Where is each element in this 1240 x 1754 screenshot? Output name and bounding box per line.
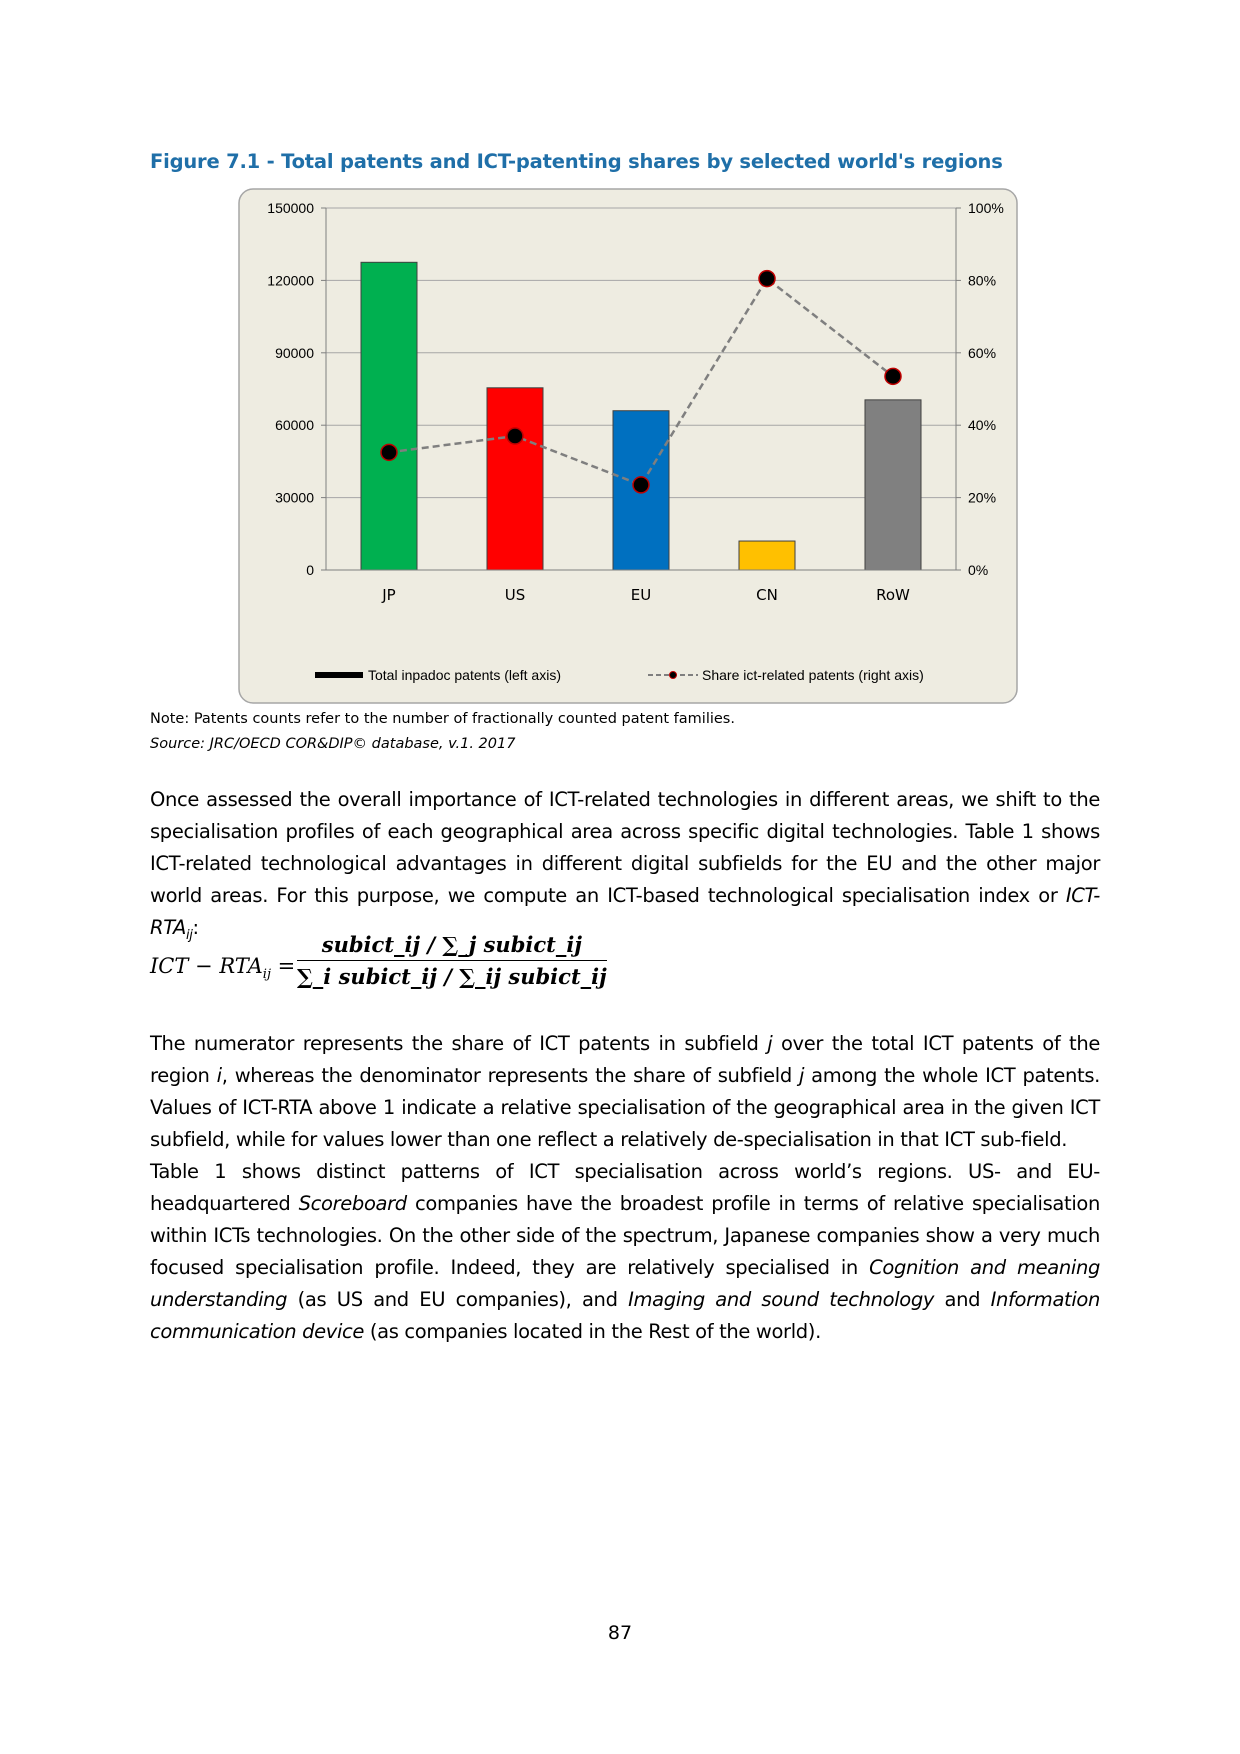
figure-title: Figure 7.1 - Total patents and ICT-patenting shares by selected world's regions	[150, 150, 1003, 173]
ict-share-point-cn	[759, 271, 775, 287]
category-label: EU	[630, 586, 652, 604]
category-label: CN	[756, 586, 778, 604]
left-tick-label: 30000	[275, 489, 314, 506]
ict-share-point-eu	[633, 477, 649, 493]
paragraph-3-text: Table 1 shows distinct patterns of ICT specialisation across world’s regions. US- and EU-headquartered Scoreboard companies have the broadest profile in terms of relative specialisation within ICTs technologies. On the other side of the spectrum, Japanese companies show a very much focused specialisation profile. Indeed, they are relatively specialised in Cognition and meaning understanding (as US and EU companies), and Imaging and sound technology and Information communication device (as companies located in the Rest of the world).	[150, 1160, 1101, 1343]
category-label: RoW	[876, 586, 910, 604]
rta-formula	[150, 932, 650, 1002]
right-tick-label: 60%	[968, 344, 997, 361]
left-tick-label: 60000	[275, 417, 314, 434]
bar-jp	[361, 262, 417, 570]
left-tick-label: 120000	[267, 272, 314, 289]
paragraph-1: Once assessed the overall importance of ICT-related technologies in different areas, we shift to the specialisation profiles of each geographical area across specific digital technologies. Table 1 shows ICT-related technological advantages in different digital subfields for the EU and the other major world areas. For this purpose, we compute an ICT-based technological specialisation index or ICT-$RTA_{ij}$:	[150, 788, 1100, 943]
right-tick-label: 20%	[968, 489, 997, 506]
legend-line-label: Share ict-related patents (right axis)	[702, 667, 924, 683]
fraction-bar	[297, 960, 607, 961]
rta-term: ICT-$RTA_{ij}$	[150, 884, 1100, 943]
formula-lhs: ICT − $RTA_{ij}$ =	[150, 954, 296, 983]
bar-cn	[739, 541, 795, 570]
left-tick-label: 0	[306, 562, 314, 578]
formula-numerator: subict_ij / ∑_j subict_ij	[321, 932, 582, 957]
chart-svg	[238, 188, 1018, 704]
left-tick-label: 90000	[275, 344, 314, 361]
category-label: JP	[382, 586, 396, 604]
right-tick-label: 100%	[968, 200, 1004, 216]
left-tick-label: 150000	[267, 200, 314, 216]
ict-share-point-jp	[381, 444, 397, 460]
figure-note: Note: Patents counts refer to the number of fractionally counted patent families.	[150, 711, 735, 727]
paragraph-2	[150, 1028, 1100, 1348]
legend-bar-swatch	[315, 672, 363, 678]
bar-row	[865, 400, 921, 570]
ict-share-point-row	[885, 368, 901, 384]
figure-source: Source: JRC/OECD COR&DIP© database, v.1. 2017	[150, 736, 516, 752]
formula-fraction	[297, 932, 607, 989]
formula-denominator: ∑_i subict_ij / ∑_ij subict_ij	[297, 964, 607, 989]
paragraph-2-text: The numerator represents the share of ICT patents in subfield j over the total ICT patents of the region i, whereas the denominator represents the share of subfield j among the whole ICT patents. Values of ICT-RTA above 1 indicate a relative specialisation of the geographical area in the given ICT subfield, while for values lower than one reflect a relatively de-specialisation in that ICT sub-field.	[150, 1032, 1100, 1151]
right-tick-label: 80%	[968, 272, 997, 289]
right-tick-label: 40%	[968, 417, 997, 434]
chart-container	[238, 188, 1018, 704]
right-tick-label: 0%	[968, 562, 989, 578]
legend-line-marker	[670, 672, 677, 679]
bar-us	[487, 388, 543, 570]
legend-bar-label: Total inpadoc patents (left axis)	[368, 667, 561, 683]
page-number: 87	[607, 1622, 633, 1644]
category-label: US	[504, 586, 526, 604]
ict-share-point-us	[507, 428, 523, 444]
paragraph-1-text: Once assessed the overall importance of ICT-related technologies in different areas, we shift to the specialisation profiles of each geographical area across specific digital technologies. Table 1 shows ICT-related technological advantages in different digital subfields for the EU and the other major world areas. For this purpose, we compute an ICT-based technological specialisation index or	[150, 788, 1100, 907]
